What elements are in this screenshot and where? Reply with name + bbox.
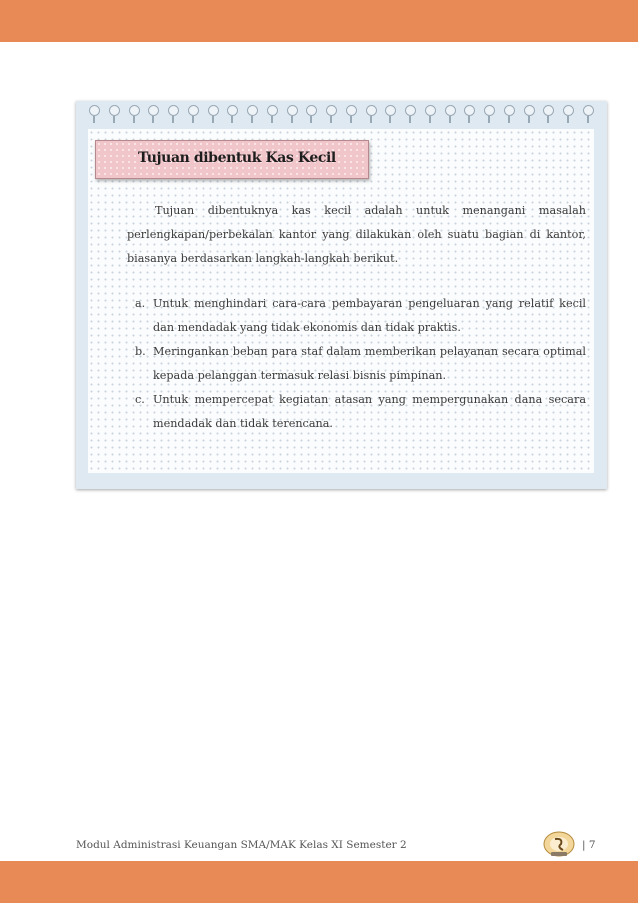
list-marker: c. [135, 393, 145, 406]
section-title: Tujuan dibentuk Kas Kecil [138, 150, 336, 166]
logo-icon [541, 828, 577, 858]
list-item-text: Meringankan beban para staf dalam memberikan pelayanan secara optimal kepada pelanggan termasuk relasi bisnis pimpinan. [153, 345, 586, 382]
list-item [127, 340, 586, 388]
section-title-box [95, 140, 369, 179]
list-item [127, 292, 586, 340]
footer-module-title: Modul Administrasi Keuangan SMA/MAK Kelas XI Semester 2 [76, 839, 407, 851]
top-bar [0, 0, 638, 42]
list-item [127, 388, 586, 436]
intro-rest: perlengkapan/perbekalan kantor yang dilakukan oleh suatu bagian di kantor, biasanya berdasarkan langkah-langkah berikut. [127, 228, 586, 265]
list-item-text: Untuk mempercepat kegiatan atasan yang mempergunakan dana secara mendadak dan tidak terencana. [153, 393, 586, 430]
bottom-bar [0, 861, 638, 903]
intro-first-line: Tujuan dibentuknya kas kecil adalah untuk menangani masalah [155, 204, 586, 217]
list-marker: a. [135, 297, 146, 310]
purpose-list [127, 292, 586, 436]
intro-paragraph [127, 199, 586, 271]
page-number: | 7 [582, 839, 596, 851]
list-item-text: Untuk menghindari cara-cara pembayaran pengeluaran yang relatif kecil dan mendadak yang tidak ekonomis dan tidak praktis. [153, 297, 586, 334]
list-marker: b. [135, 345, 146, 358]
